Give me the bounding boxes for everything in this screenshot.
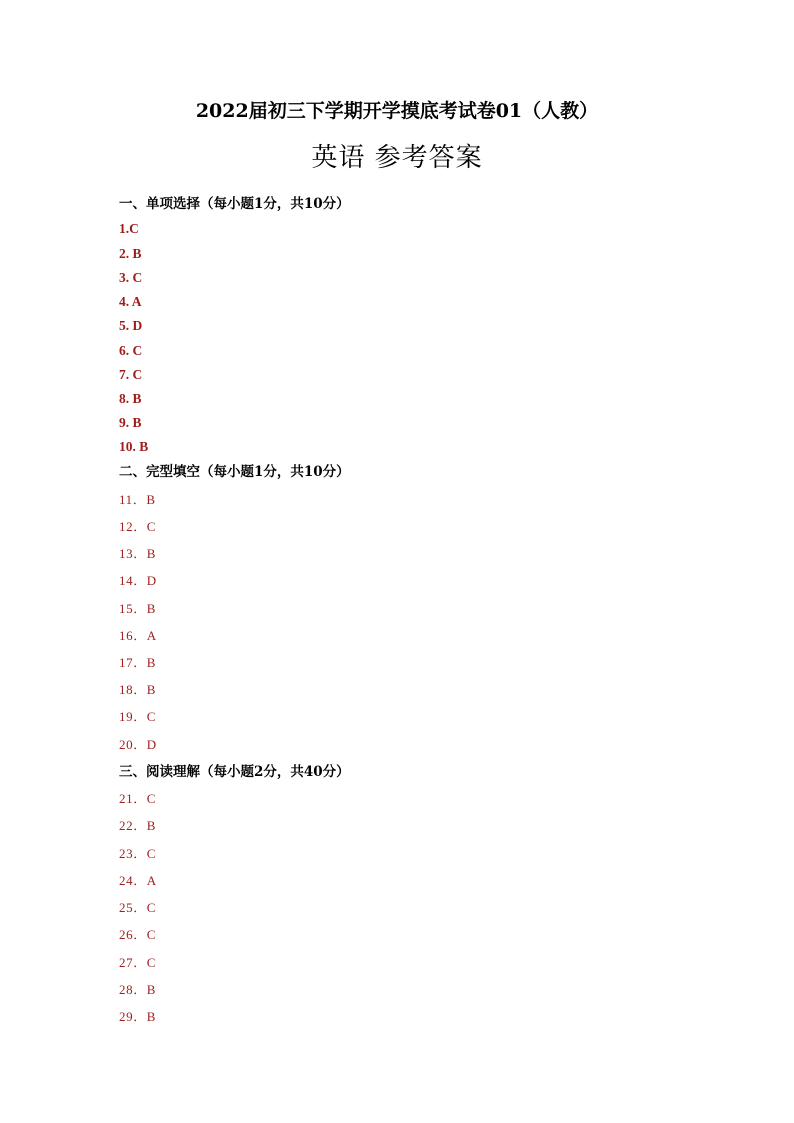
answer-item: 27．C (119, 955, 157, 970)
answer-item: 9. B (119, 415, 142, 430)
answer-item: 1.C (119, 221, 139, 236)
answer-item: 3. C (119, 270, 143, 285)
answer-item: 2. B (119, 246, 142, 261)
answer-item: 13．B (119, 546, 157, 561)
answer-item: 6. C (119, 343, 143, 358)
answer-item: 11．B (119, 492, 156, 507)
answer-item: 17．B (119, 655, 157, 670)
answer-item: 10. B (119, 439, 149, 454)
answer-item: 28．B (119, 982, 157, 997)
answer-item: 4. A (119, 294, 142, 309)
answer-item: 19．C (119, 709, 157, 724)
answer-item: 7. C (119, 367, 143, 382)
answer-item: 12．C (119, 519, 157, 534)
answer-item: 8. B (119, 391, 142, 406)
section-heading: 二、完型填空（每小题1分，共10分） (119, 464, 350, 480)
answer-item: 14．D (119, 573, 157, 588)
page-subtitle: 英语 参考答案 (311, 143, 483, 173)
answer-item: 29．B (119, 1009, 157, 1024)
answer-item: 5. D (119, 318, 143, 333)
answer-item: 16．A (119, 628, 157, 643)
answer-item: 18．B (119, 682, 157, 697)
answer-item: 22．B (119, 818, 157, 833)
answer-item: 23．C (119, 846, 157, 861)
section-heading: 一、单项选择（每小题1分，共10分） (119, 196, 350, 212)
answer-item: 20．D (119, 737, 157, 752)
answer-item: 24．A (119, 873, 157, 888)
page-title: 2022届初三下学期开学摸底考试卷01（人教） (195, 100, 599, 122)
section-heading: 三、阅读理解（每小题2分，共40分） (119, 764, 350, 780)
answer-item: 15．B (119, 601, 157, 616)
answer-item: 25．C (119, 900, 157, 915)
answer-item: 21．C (119, 791, 157, 806)
answer-item: 26．C (119, 927, 157, 942)
